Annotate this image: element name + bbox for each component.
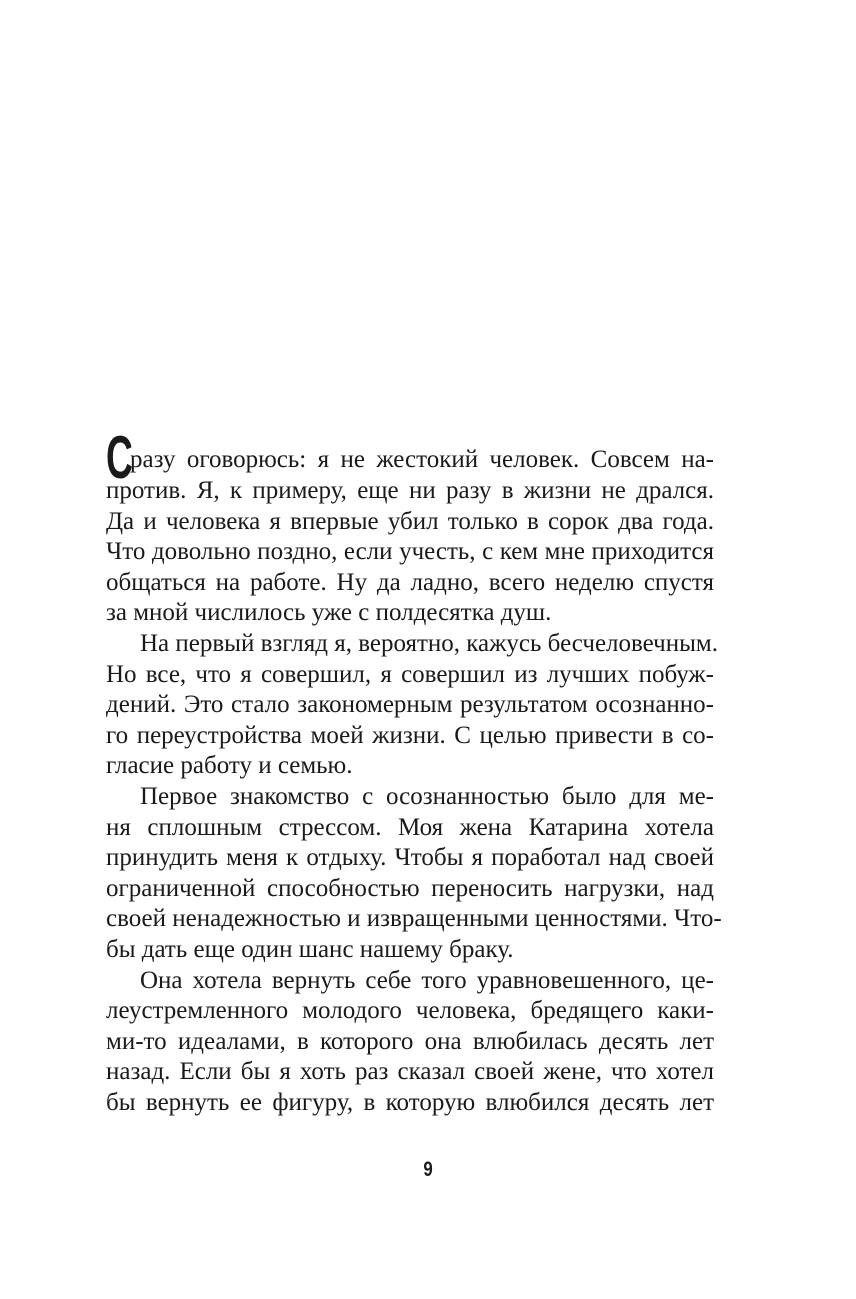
paragraph-1 — [106, 424, 714, 629]
paragraph-4 — [106, 966, 714, 1119]
paragraph-3 — [106, 782, 722, 966]
page-body — [106, 424, 722, 1118]
paragraph-line: Но все, что я совершил, я совершил из лучших побуж- — [106, 660, 714, 688]
paragraph-line: против. Я, к примеру, еще ни разу в жизни не дрался. — [106, 477, 714, 504]
page-number: 9 — [423, 1158, 433, 1181]
paragraph-line: назад. Если бы я хоть раз сказал своей жене, что хотел — [106, 1058, 714, 1086]
drop-cap: С — [106, 424, 133, 491]
paragraph-line: ми-то идеалами, в которого она влюбилась десять лет — [106, 1027, 714, 1055]
paragraph-line: Да и человека я впервые убил только в сорок два года. — [106, 507, 714, 535]
paragraph-line: Что довольно поздно, если учесть, с кем мне приходится — [106, 538, 714, 566]
paragraph-line: На первый взгляд я, вероятно, кажусь бесчеловечным. — [140, 629, 718, 657]
paragraph-line: ограниченной способностью переносить нагрузки, над — [106, 874, 714, 902]
paragraph-line: гласие работу и семью. — [106, 752, 353, 780]
paragraph-line: общаться на работе. Ну да ладно, всего неделю спустя — [106, 568, 714, 596]
paragraph-line: бы вернуть ее фигуру, в которую влюбился десять лет — [106, 1088, 714, 1116]
paragraph-line: Первое знакомство с осознанностью было для ме- — [140, 782, 714, 810]
paragraph-line-text: разу оговорюсь: я не жестокий человек. Совсем на- — [130, 446, 714, 474]
paragraph-line: го переустройства моей жизни. С целью привести в со- — [106, 721, 714, 749]
paragraph-line: ня сплошным стрессом. Моя жена Катарина хотела — [106, 813, 714, 841]
paragraph-line: своей ненадежностью и извращенными ценностями. Что- — [106, 905, 722, 933]
paragraph-line: дений. Это стало закономерным результатом осознанно- — [106, 691, 714, 719]
paragraph-line: леустремленного молодого человека, бредящего каки- — [106, 997, 714, 1025]
paragraph-2 — [106, 629, 718, 782]
paragraph-line: за мной числилось уже с полдесятка душ. — [106, 599, 552, 627]
paragraph-line: бы дать еще один шанс нашему браку. — [106, 935, 514, 963]
paragraph-line: принудить меня к отдыху. Чтобы я поработал над своей — [106, 844, 714, 872]
paragraph-line: Она хотела вернуть себе того уравновешенного, це- — [140, 966, 714, 994]
